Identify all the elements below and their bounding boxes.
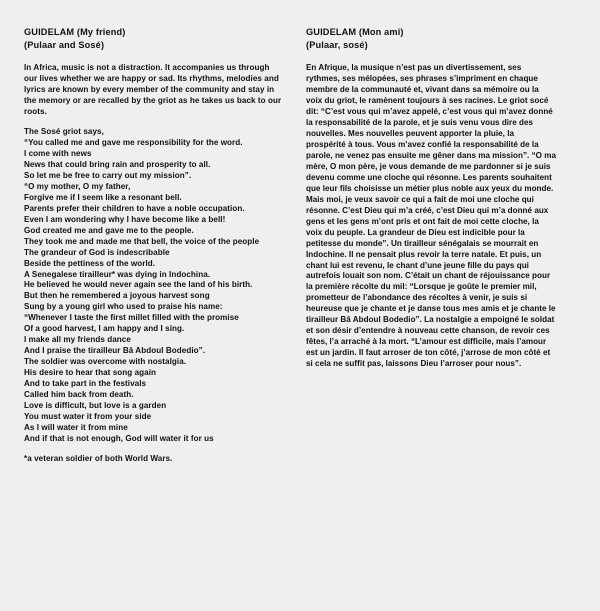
lyric-line: Beside the pettiness of the world. xyxy=(24,258,156,268)
english-body xyxy=(24,63,282,464)
lyric-line: The Sosé griot says, xyxy=(24,127,104,137)
lyric-line: Even I am wondering why I have become like a bell! xyxy=(24,214,226,224)
french-heading xyxy=(306,26,556,51)
lyric-line: Parents prefer their children to have a noble occupation. xyxy=(24,203,245,213)
lyric-line: They took me and made me that bell, the voice of the people xyxy=(24,236,260,246)
lyric-line: Forgive me if I seem like a resonant bell. xyxy=(24,192,182,202)
lyric-line: But then he remembered a joyous harvest song xyxy=(24,291,210,301)
lyric-line: “Whenever I taste the first millet filled with the promise xyxy=(24,313,239,323)
french-body: En Afrique, la musique n’est pas un divertissement, ses rythmes, ses mélopées, ses phrases s’impriment en chaque membre de la communauté et, vivant dans sa mémoire ou la voix du griot, le ramènent toujours à ses racines. Le griot socé dit: “C’est vous qui m’avez appelé, c’est vous qui m’avez donné la responsabilité de la parole, et je suis venu vous dire des nouvelles. Mes nouvelles peuvent apporter la pluie, la prospérité à tous. Vous m’avez confié la responsabilité de la parole, ne venez pas ensuite me gêner dans ma mission”. “O ma mère, O mon père, je vous demande de me pardonner si je suis devenu comme une cloche qui résonne. Les parents souhaitent que leur fils choisisse un métier plus noble aux yeux du monde. Mais moi, je veux savoir ce qui a fait de moi une cloche qui résonne. C’est Dieu qui m’a créé, c’est Dieu qui m’a donné aux gens et les gens m’ont pris et ont fait de moi cette cloche, la voix du peuple. La grandeur de Dieu est indicible pour la petitesse du monde”. Un tirailleur sénégalais se mourrait en Indochine. Il ne pensait plus revoir la terre natale. Et puis, un chant lui est revenu, le chant d’une jeune fille du pays qui autrefois louait son nom. C’était un chant de réjouissance pour la première récolte du mil: “Lorsque je goûte le premier mil, prometteur de l’abondance des récoltes à venir, je suis si heureuse que je chante et je danse tous mes amis et je chante le tirailleur Bâ Abdoul Bodedio”. La nostalgie a empoigné le soldat et son désir d’entendre à nouveau cette chanson, de revoir ces fêtes, l’a arraché à la mort. “L’amour est difficile, mais l’amour est un jardin. Il faut arroser de ton côté, j’arrose de mon côté et si cela ne suffit pas, laissons Dieu l’arroser pour nous”. xyxy=(306,63,556,369)
english-lyrics xyxy=(24,127,282,445)
english-column xyxy=(24,26,282,465)
lyric-line: A Senegalese tirailleur* was dying in Indochina. xyxy=(24,269,211,279)
lyric-line: As I will water it from mine xyxy=(24,422,128,432)
lyric-line: You must water it from your side xyxy=(24,411,152,421)
lyric-line: And I praise the tirailleur Bâ Abdoul Bodedio”. xyxy=(24,346,206,356)
lyric-line: I make all my friends dance xyxy=(24,335,131,345)
lyric-line: Called him back from death. xyxy=(24,390,134,400)
english-title-line-1: GUIDELAM (My friend) xyxy=(24,27,126,37)
english-title-line-2: (Pulaar and Sosé) xyxy=(24,39,105,50)
lyric-line: So let me be free to carry out my mission”. xyxy=(24,170,192,180)
lyric-line: His desire to hear that song again xyxy=(24,368,157,378)
lyric-line: I come with news xyxy=(24,149,92,159)
lyric-line: And to take part in the festivals xyxy=(24,379,147,389)
two-column-layout xyxy=(24,26,576,465)
lyric-line: God created me and gave me to the people. xyxy=(24,225,194,235)
lyric-line: He believed he would never again see the land of his birth. xyxy=(24,280,253,290)
english-heading xyxy=(24,26,282,51)
lyric-line: The soldier was overcome with nostalgia. xyxy=(24,357,187,367)
french-column xyxy=(306,26,556,370)
english-intro-paragraph: In Africa, music is not a distraction. It accompanies us through our lives whether we are happy or sad. Its rhythms, melodies and lyrics are known by every member of the community and stay in the memory or are recalled by the griot as he takes us back to our roots. xyxy=(24,63,282,117)
lyric-line: Love is difficult, but love is a garden xyxy=(24,400,167,410)
lyric-line: The grandeur of God is indescribable xyxy=(24,247,170,257)
lyric-line: And if that is not enough, God will water it for us xyxy=(24,433,214,443)
lyric-line: “O my mother, O my father, xyxy=(24,181,131,191)
english-footnote: *a veteran soldier of both World Wars. xyxy=(24,453,173,463)
lyric-line: Sung by a young girl who used to praise his name: xyxy=(24,302,223,312)
french-title-line-1: GUIDELAM (Mon ami) xyxy=(306,27,404,37)
french-title-line-2: (Pulaar, sosé) xyxy=(306,39,368,50)
lyric-line: News that could bring rain and prosperity to all. xyxy=(24,160,211,169)
lyric-line: “You called me and gave me responsibility for the word. xyxy=(24,138,243,148)
lyric-line: Of a good harvest, I am happy and I sing. xyxy=(24,324,185,334)
